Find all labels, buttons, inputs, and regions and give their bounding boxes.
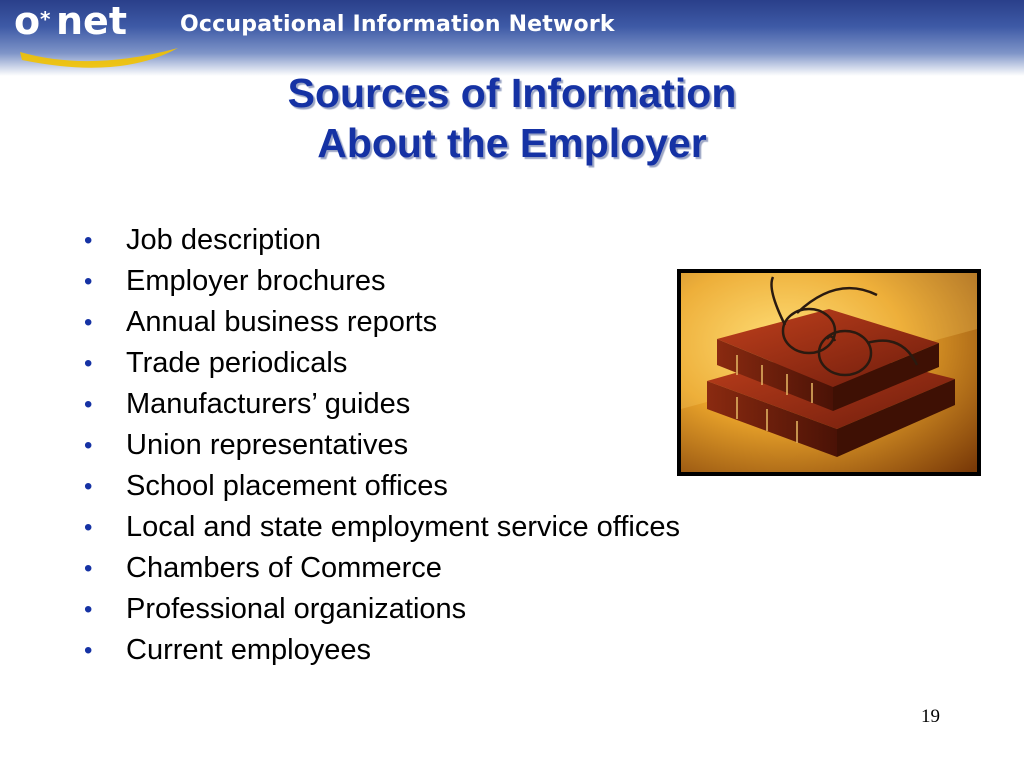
list-item-text: Current employees bbox=[126, 634, 371, 666]
bullet-icon: • bbox=[84, 391, 93, 418]
list-item-text: Employer brochures bbox=[126, 265, 386, 297]
bullet-icon: • bbox=[84, 473, 93, 500]
bullet-icon: • bbox=[84, 227, 93, 254]
slide-title-line-1: Sources of Information bbox=[287, 70, 737, 116]
slide-title bbox=[0, 68, 1024, 168]
bullet-icon: • bbox=[84, 637, 93, 664]
logo-net: net bbox=[56, 0, 127, 43]
logo-star: * bbox=[40, 7, 51, 31]
list-item-text: Trade periodicals bbox=[126, 347, 348, 379]
list-item-text: School placement offices bbox=[126, 470, 448, 502]
bullet-icon: • bbox=[84, 432, 93, 459]
onet-logo bbox=[10, 0, 180, 76]
slide-title-line-2: About the Employer bbox=[317, 120, 707, 166]
bullet-icon: • bbox=[84, 309, 93, 336]
header-title: Occupational Information Network bbox=[180, 12, 615, 37]
list-item-text: Professional organizations bbox=[126, 593, 467, 625]
list-item-text: Annual business reports bbox=[126, 306, 438, 338]
bullet-icon: • bbox=[84, 596, 93, 623]
bullet-icon: • bbox=[84, 555, 93, 582]
list-item-text: Job description bbox=[126, 224, 322, 256]
list-item-text: Local and state employment service offices bbox=[126, 511, 680, 543]
logo-o: o bbox=[14, 0, 41, 43]
bullet-icon: • bbox=[84, 350, 93, 377]
bullet-icon: • bbox=[84, 268, 93, 295]
header-banner bbox=[0, 0, 1024, 76]
list-item-text: Manufacturers’ guides bbox=[126, 388, 411, 420]
list-item-text: Union representatives bbox=[126, 429, 409, 461]
bullet-icon: • bbox=[84, 514, 93, 541]
books-with-glasses-photo bbox=[677, 269, 981, 476]
list-item-text: Chambers of Commerce bbox=[126, 552, 442, 584]
page-number: 19 bbox=[921, 706, 940, 727]
